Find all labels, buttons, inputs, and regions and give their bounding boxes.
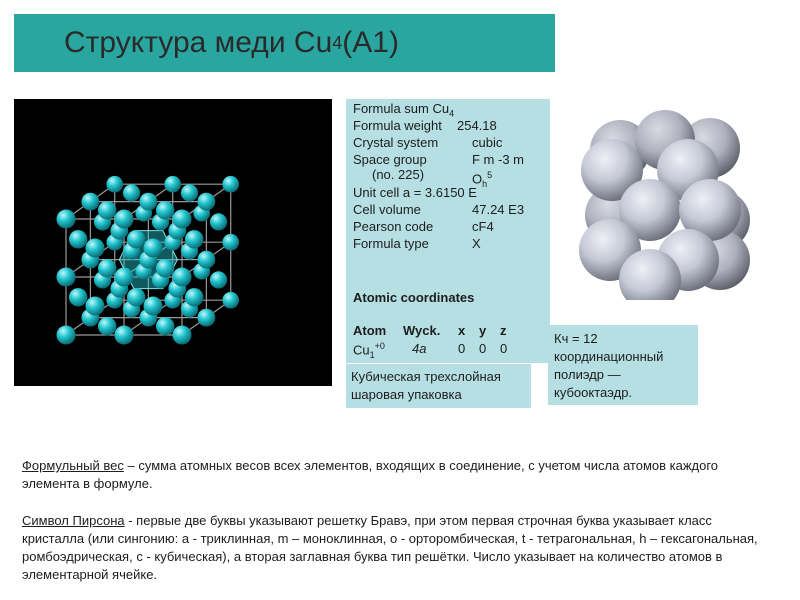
copper-atom bbox=[222, 292, 239, 309]
formula-sum-sub: 4 bbox=[449, 108, 455, 119]
copper-atom bbox=[98, 317, 116, 335]
copper-atom bbox=[57, 326, 76, 345]
info-space-group-label: Space group bbox=[353, 152, 427, 167]
copper-atom bbox=[57, 268, 76, 287]
info-cell-volume-label: Cell volume bbox=[353, 202, 421, 217]
x-header: x bbox=[458, 323, 466, 338]
atom-header: Atom bbox=[353, 323, 387, 338]
schoenflies-sub: h bbox=[482, 178, 488, 189]
formula-sum-label: Formula sum Cu bbox=[353, 101, 450, 116]
title-main: Структура меди Cu bbox=[64, 26, 333, 59]
copper-atom bbox=[173, 210, 192, 229]
copper-atom bbox=[69, 230, 87, 248]
z-cell: 0 bbox=[500, 341, 508, 356]
copper-atom bbox=[115, 268, 134, 287]
schoenflies-letter: O bbox=[472, 171, 483, 187]
info-formula-weight-label: Formula weight bbox=[353, 118, 442, 133]
copper-atom bbox=[57, 210, 76, 229]
copper-atom bbox=[144, 297, 163, 316]
crystal-info-panel bbox=[346, 99, 550, 363]
pearson-symbol-definition bbox=[22, 512, 762, 584]
copper-atom bbox=[185, 288, 203, 306]
copper-atom bbox=[156, 259, 174, 277]
info-unit-cell: Unit cell a = 3.6150 E bbox=[353, 185, 477, 200]
copper-atom bbox=[222, 176, 239, 193]
coordination-caption: Кч = 12 координационный полиэдр — кубооктаэдр. bbox=[548, 325, 698, 405]
copper-atom bbox=[127, 288, 145, 306]
copper-atom bbox=[81, 193, 99, 211]
info-pearson-value: cF4 bbox=[472, 219, 494, 234]
title-suffix: (A1) bbox=[342, 26, 399, 59]
info-formula-weight-value: 254.18 bbox=[457, 118, 497, 133]
copper-atom bbox=[197, 251, 215, 269]
copper-atom bbox=[197, 309, 215, 327]
info-crystal-system-label: Crystal system bbox=[353, 135, 439, 150]
copper-atom bbox=[98, 259, 116, 277]
info-cell-volume-value: 47.24 E3 bbox=[472, 202, 525, 217]
pearson-symbol-text: - первые две буквы указывают решетку Бравэ, при этом первая строчная буква указывает класс кристалла (или сингонию: а - триклинная, m – моноклинная, о - орторомбическая, t - тетрагональная, h – гексагональная, ромбоэдрическая, с - кубическая), а вторая заглавная буква тип решётки. Число указывает на количество атомов в элементарной ячейке. bbox=[22, 513, 758, 582]
copper-atom bbox=[106, 176, 123, 193]
copper-atom bbox=[127, 230, 145, 248]
info-space-group-number: (no. 225) bbox=[372, 167, 425, 182]
lattice-svg bbox=[14, 99, 332, 386]
wyck-header: Wyck. bbox=[403, 323, 441, 338]
formula-weight-text: – сумма атомных весов всех элементов, входящих в соединение, с учетом числа атомов каждого элемента в формуле. bbox=[22, 458, 719, 491]
copper-atom bbox=[197, 193, 215, 211]
copper-atom bbox=[139, 193, 157, 211]
copper-atom bbox=[156, 317, 174, 335]
info-crystal-system-value: cubic bbox=[472, 135, 503, 150]
pearson-symbol-term: Символ Пирсона bbox=[22, 513, 125, 528]
y-cell: 0 bbox=[479, 341, 487, 356]
copper-atom bbox=[164, 176, 181, 193]
atom-sub: 1 bbox=[369, 349, 375, 360]
copper-atom bbox=[222, 234, 239, 251]
formula-weight-definition bbox=[22, 457, 762, 493]
copper-atom bbox=[69, 288, 87, 306]
info-formula-type-label: Formula type bbox=[353, 236, 429, 251]
copper-atom bbox=[115, 210, 134, 229]
copper-atom bbox=[86, 239, 105, 258]
copper-atom bbox=[173, 326, 192, 345]
copper-atom bbox=[156, 201, 174, 219]
slide-title bbox=[14, 14, 555, 72]
atomic-coordinates-title: Atomic coordinates bbox=[353, 290, 475, 305]
title-subscript: 4 bbox=[332, 32, 343, 53]
wyck-cell: 4a bbox=[412, 341, 427, 356]
formula-weight-term: Формульный вес bbox=[22, 458, 124, 473]
sphere-svg bbox=[570, 110, 760, 300]
copper-atom bbox=[185, 230, 203, 248]
copper-atom bbox=[210, 213, 227, 230]
copper-atom bbox=[86, 297, 105, 316]
x-cell: 0 bbox=[458, 341, 466, 356]
atom-sup: +0 bbox=[374, 341, 385, 351]
copper-atom bbox=[98, 201, 116, 219]
crystal-lattice-image bbox=[14, 99, 332, 386]
packing-caption: Кубическая трехслойная шаровая упаковка bbox=[346, 364, 531, 408]
copper-atom bbox=[123, 184, 140, 201]
atom-cell bbox=[353, 341, 385, 360]
y-header: y bbox=[479, 323, 487, 338]
copper-atom bbox=[173, 268, 192, 287]
info-pearson-label: Pearson code bbox=[353, 219, 434, 234]
schoenflies-sup: 5 bbox=[487, 170, 493, 180]
copper-atom bbox=[144, 239, 163, 258]
info-formula-type-value: X bbox=[472, 236, 481, 251]
atom-symbol: Cu bbox=[353, 342, 370, 358]
info-space-group-value: F m -3 m bbox=[472, 152, 524, 167]
sphere-packing-image bbox=[570, 110, 760, 300]
copper-atom bbox=[181, 184, 198, 201]
z-header: z bbox=[500, 323, 507, 338]
copper-atom bbox=[210, 271, 227, 288]
copper-atom bbox=[115, 326, 134, 345]
